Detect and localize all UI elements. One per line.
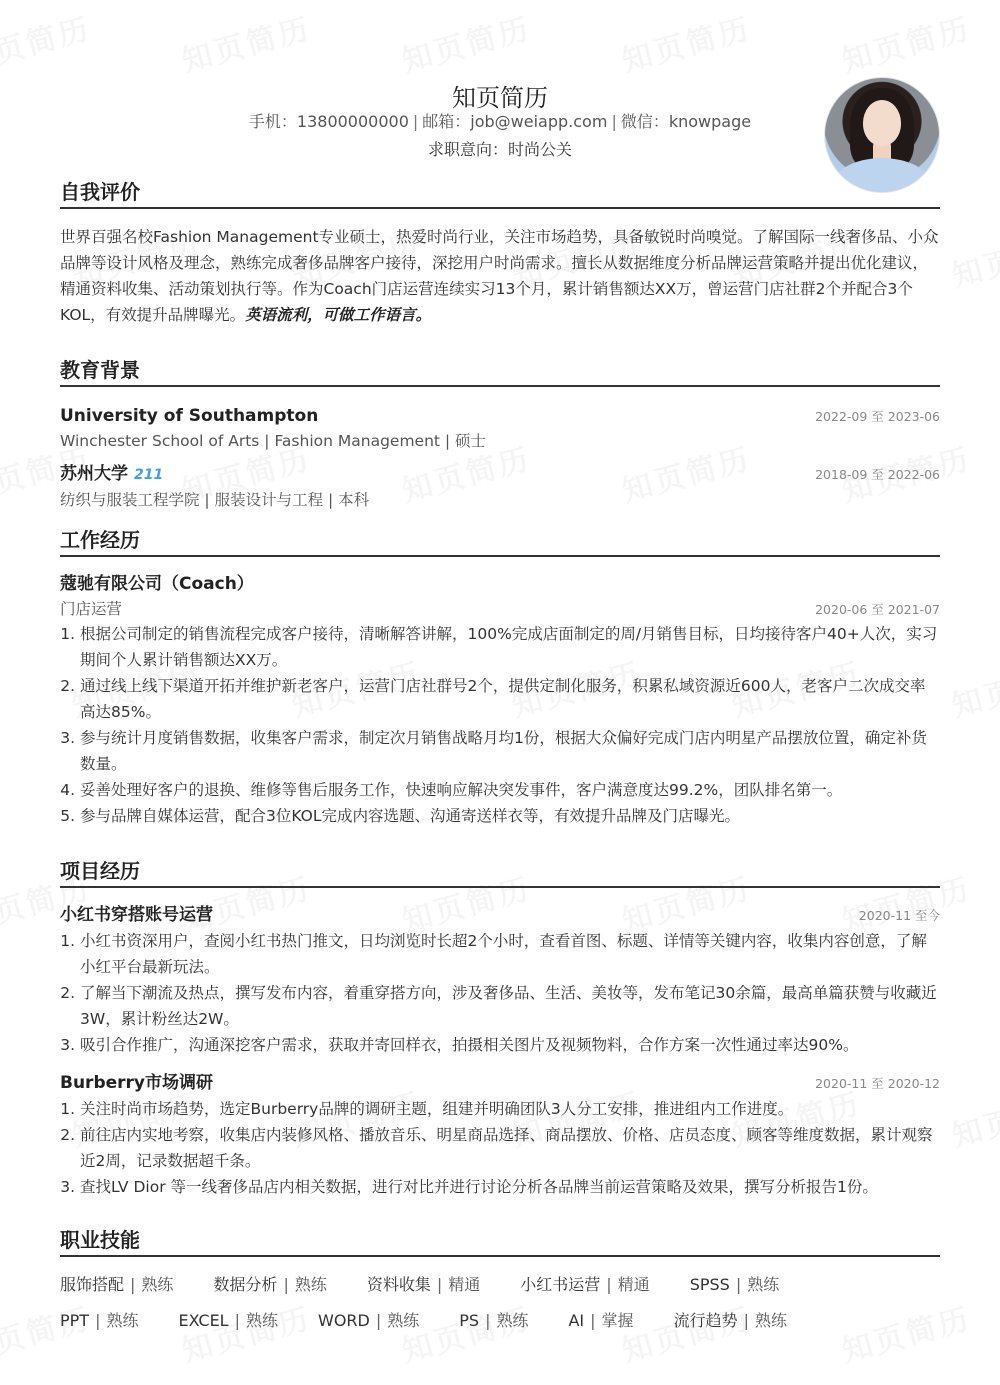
company-name: 蔻驰有限公司（Coach） — [60, 574, 254, 594]
skill-item: WORD | 熟练 — [318, 1311, 420, 1330]
emphasis-text: 英语流利，可做工作语言。 — [245, 306, 432, 324]
section-title: 职业技能 — [60, 1226, 940, 1257]
skill-item: SPSS | 熟练 — [689, 1275, 780, 1294]
skill-item: 数据分析 | 熟练 — [213, 1275, 327, 1294]
section-title: 教育背景 — [60, 356, 940, 387]
date-range: 2018-09 至 2022-06 — [815, 467, 940, 482]
list-item: 1. 根据公司制定的销售流程完成客户接待，清晰解答讲解，100%完成店面制定的周/月销售目标，日均接待客户40+人次，实习期间个人累计销售额达XX万。 — [80, 621, 940, 673]
skills-row — [60, 1303, 940, 1339]
section-self-evaluation — [60, 178, 940, 328]
section-education — [60, 356, 940, 512]
skill-item: 流行趋势 | 熟练 — [673, 1311, 787, 1330]
project-entry — [60, 1070, 940, 1200]
avatar — [824, 77, 940, 193]
skill-item: PPT | 熟练 — [60, 1311, 139, 1330]
education-detail: Winchester School of Arts | Fashion Management | 硕士 — [60, 432, 487, 450]
section-work — [60, 526, 940, 829]
education-detail: 纺织与服装工程学院 | 服装设计与工程 | 本科 — [60, 491, 370, 509]
school-name: University of Southampton — [60, 406, 319, 426]
work-bullets — [60, 621, 940, 829]
candidate-name: 知页简历 — [452, 84, 548, 112]
education-entry — [60, 403, 940, 453]
skill-item: 服饰搭配 | 熟练 — [60, 1275, 174, 1294]
section-title: 项目经历 — [60, 857, 940, 888]
list-item: 2. 前往店内实地考察，收集店内装修风格、播放音乐、明星商品选择、商品摆放、价格、店员态度、顾客等维度数据，累计观察近2周，记录数据超千条。 — [80, 1122, 940, 1174]
date-range: 2020-11 至 2020-12 — [815, 1076, 940, 1091]
list-item: 1. 小红书资深用户，查阅小红书热门推文，日均浏览时长超2个小时，查看首图、标题、详情等关键内容，收集内容创意，了解小红平台最新玩法。 — [80, 928, 940, 980]
list-item: 4. 妥善处理好客户的退换、维修等售后服务工作，快速响应解决突发事件，客户满意度达99.2%，团队排名第一。 — [80, 777, 940, 803]
work-entry — [60, 571, 940, 829]
skill-item: 资料收集 | 精通 — [366, 1275, 481, 1294]
date-range: 2020-06 至 2021-07 — [815, 602, 940, 617]
phone: 手机：13800000000 — [248, 112, 409, 131]
section-title: 自我评价 — [60, 178, 940, 209]
job-intent: 求职意向：时尚公关 — [427, 140, 572, 159]
skill-item: EXCEL | 熟练 — [178, 1311, 278, 1330]
list-item: 2. 通过线上线下渠道开拓并维护新老客户，运营门店社群号2个，提供定制化服务，积累私域资源近600人，老客户二次成交率高达85%。 — [80, 673, 940, 725]
skill-item: PS | 熟练 — [459, 1311, 529, 1330]
skills-row — [60, 1267, 940, 1303]
school-name: 苏州大学 211 — [60, 464, 164, 484]
list-item: 2. 了解当下潮流及热点，撰写发布内容，着重穿搭方向，涉及奢侈品、生活、美妆等，发布笔记30余篇，最高单篇获赞与收藏近3W，累计粉丝达2W。 — [80, 980, 940, 1032]
project-entry — [60, 902, 940, 1058]
education-entry — [60, 461, 940, 512]
project-bullets — [60, 1096, 940, 1200]
list-item: 3. 吸引合作推广，沟通深挖客户需求，获取并寄回样衣，拍摄相关图片及视频物料，合作方案一次性通过率达90%。 — [80, 1032, 940, 1058]
project-name: Burberry市场调研 — [60, 1073, 213, 1093]
project-bullets — [60, 928, 940, 1058]
section-title: 工作经历 — [60, 526, 940, 557]
section-skills — [60, 1226, 940, 1339]
contact-line: 手机：13800000000 | 邮箱：job@weiapp.com | 微信：knowpage — [248, 112, 752, 131]
list-item: 3. 查找LV Dior 等一线奢侈品店内相关数据，进行对比并进行讨论分析各品牌当前运营策略及效果，撰写分析报告1份。 — [80, 1174, 940, 1200]
resume-header — [60, 0, 940, 175]
school-badge: 211 — [134, 467, 164, 483]
date-range: 2022-09 至 2023-06 — [815, 409, 940, 424]
date-range: 2020-11 至今 — [858, 908, 940, 923]
skill-item: 小红书运营 | 精通 — [520, 1275, 650, 1294]
email: 邮箱：job@weiapp.com — [422, 112, 608, 131]
wechat: 微信：knowpage — [620, 112, 752, 131]
skill-item: AI | 掌握 — [568, 1311, 634, 1330]
job-role: 门店运营 — [60, 600, 123, 618]
list-item: 3. 参与统计月度销售数据，收集客户需求，制定次月销售战略月均1份，根据大众偏好完成门店内明星产品摆放位置，确定补货数量。 — [80, 725, 940, 777]
section-projects — [60, 857, 940, 1200]
list-item: 5. 参与品牌自媒体运营，配合3位KOL完成内容选题、沟通寄送样衣等，有效提升品牌及门店曝光。 — [80, 803, 940, 829]
self-evaluation-text: 世界百强名校Fashion Management专业硕士，热爱时尚行业，关注市场趋势，具备敏锐时尚嗅觉。了解国际一线奢侈品、小众品牌等设计风格及理念，熟练完成奢侈品牌客户接待，深挖用户时尚需求。擅长从数据维度分析品牌运营策略并提出优化建议，精通资料收集、活动策划执行等。作为Coach门店运营连续实习13个月，累计销售额达XX万，曾运营门店社群2个并配合3个KOL，有效提升品牌曝光。英语流利，可做工作语言。 — [60, 228, 939, 324]
project-name: 小红书穿搭账号运营 — [60, 905, 213, 925]
list-item: 1. 关注时尚市场趋势，选定Burberry品牌的调研主题，组建并明确团队3人分工安排，推进组内工作进度。 — [80, 1096, 940, 1122]
